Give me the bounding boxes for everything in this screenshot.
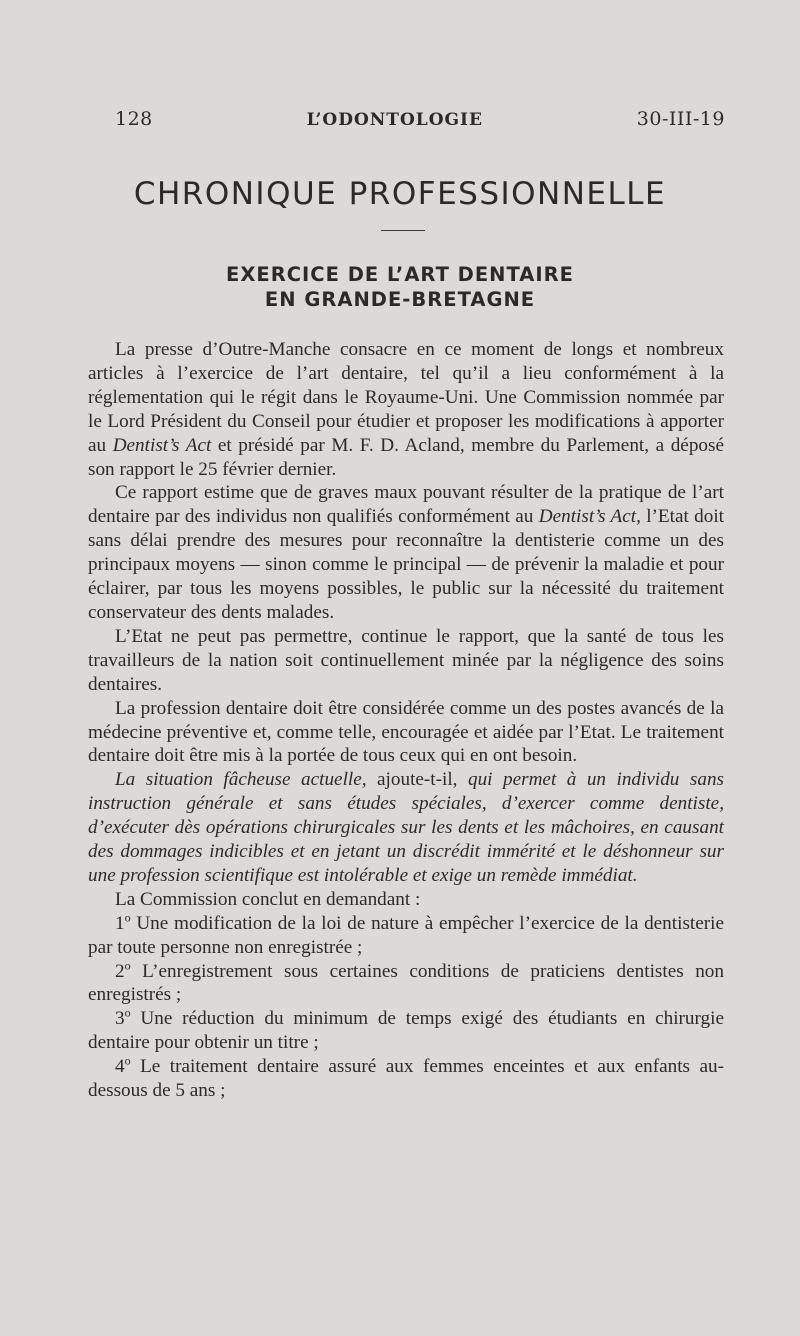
journal-name: L’ODONTOLOGIE [306,110,483,130]
article-body [88,338,724,1103]
list-item-1-text: Une modification de la loi de nature à empêcher l’exercice de la dentisterie par toute personne non enregistrée ; [88,912,724,958]
page-number: 128 [115,108,153,130]
paragraph-5-text-a: La situation fâcheuse actuelle, [115,769,367,791]
paragraph-2 [88,481,724,624]
paragraph-1-act-title: Dentist’s Act [112,434,212,456]
paragraph-5-text-b: qui permet à un individu sans instruction générale et sans études spéciales, d’exercer comme dentiste, d’exécuter dès opérations chirurgicales sur les dents et les mâchoires, en causant des dommages indicibles et en jetant un discrédit immérité et le déshonneur sur une profession scientifique est intolérable et exige un remède immédiat. [88,769,725,886]
paragraph-6: La Commission conclut en demandant : [115,888,421,910]
list-item-2-number: 2 [115,960,125,982]
article-subtitle [0,262,800,312]
list-item-4-ordinal: o [124,1053,131,1068]
list-item-3-number: 3 [115,1008,125,1030]
list-item-1 [88,912,724,960]
paragraph-5-interjection: ajoute-t-il, [366,769,468,791]
list-item-4-number: 4 [115,1056,125,1078]
paragraph-1-text-a: La presse d’Outre-Manche consacre en ce moment de longs et nombreux articles à l’exercice de l’art dentaire, tel qu’il a lieu conformément à la réglementation qui le régit dans le Royaume-Uni. Une Commission nommée par le Lord Président du Conseil pour étudier et proposer les modifications à apporter au [88,339,724,456]
list-item-1-ordinal: o [124,910,131,925]
paragraph-5-quote [88,768,724,888]
issue-date: 30-III-19 [636,108,725,130]
list-item-2 [88,960,724,1008]
list-item-3 [88,1007,724,1055]
paragraph-1 [88,338,724,481]
paragraph-4: La profession dentaire doit être considérée comme un des postes avancés de la médecine préventive et, comme telle, encouragée et aidée par l’Etat. Le traitement dentaire doit être mis à la portée de tous ceux qui en ont besoin. [88,697,724,767]
section-title: CHRONIQUE PROFESSIONNELLE [133,176,667,212]
list-item-2-text: L’enregistrement sous certaines conditions de praticiens dentistes non enregistrés ; [88,960,724,1006]
list-item-4 [88,1055,724,1103]
paragraph-2-text-b: l’Etat doit sans délai prendre des mesures pour reconnaître la dentisterie comme un des principaux moyens — sinon comme le principal — de prévenir la maladie et pour éclairer, par tous les moyens possibles, le public sur la nécessité du traitement conservateur des dents malades. [88,506,725,623]
list-item-3-ordinal: o [124,1005,131,1020]
paragraph-1-text-b: et présidé par M. F. D. Acland, membre du Parlement, a déposé son rapport le 25 février dernier. [88,434,724,480]
title-divider [381,230,425,231]
list-item-1-number: 1 [115,912,125,934]
paragraph-3: L’Etat ne peut pas permettre, continue le rapport, que la santé de tous les travailleurs de la nation soit continuellement minée par la négligence des soins dentaires. [88,625,724,695]
list-item-3-text: Une réduction du minimum de temps exigé des étudiants en chirurgie dentaire pour obtenir un titre ; [88,1008,724,1054]
subtitle-line-1: EXERCICE DE L’ART DENTAIRE [226,263,574,286]
paragraph-2-act-title: Dentist’s Act, [538,506,641,528]
paragraph-2-text-a: Ce rapport estime que de graves maux pouvant résulter de la pratique de l’art dentaire par des individus non qualifiés conformément au [88,482,724,528]
list-item-4-text: Le traitement dentaire assuré aux femmes enceintes et aux enfants au-dessous de 5 ans ; [88,1056,724,1102]
list-item-2-ordinal: o [124,958,131,973]
subtitle-line-2: EN GRANDE-BRETAGNE [264,288,536,311]
running-header [115,108,725,130]
